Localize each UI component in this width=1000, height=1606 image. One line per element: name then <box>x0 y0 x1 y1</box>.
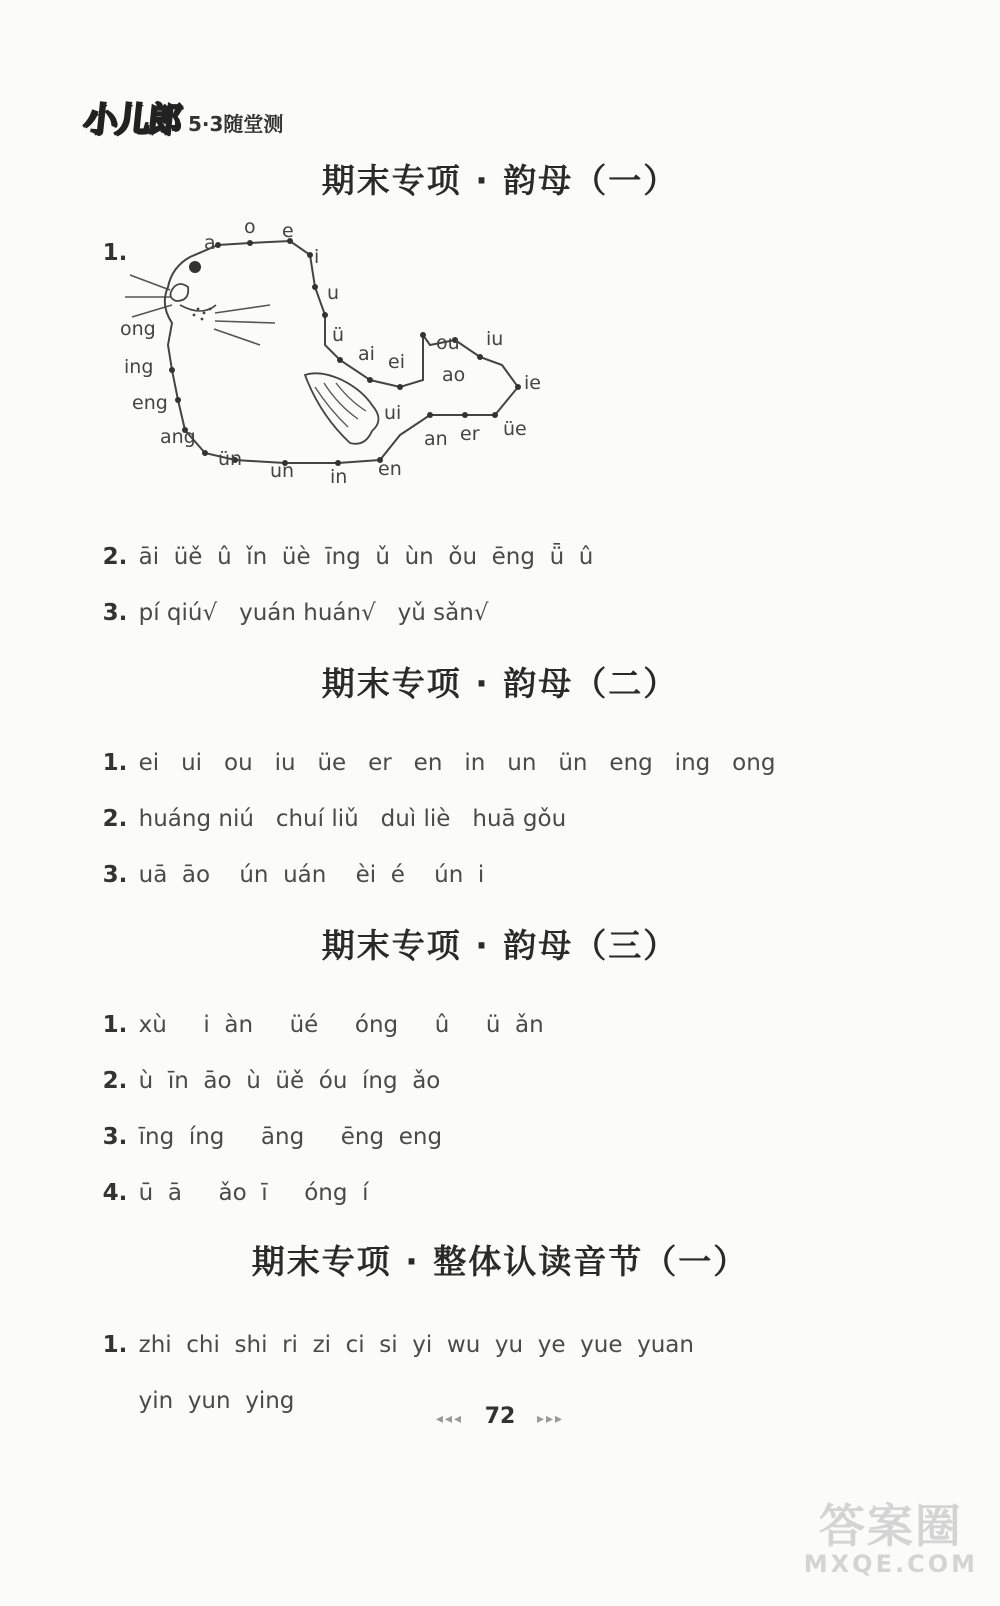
answer-line <box>88 724 775 776</box>
answer-text: huáng niú chuí liǔ duì liè huā gǒu <box>138 806 567 832</box>
dot-label: ü <box>332 324 345 346</box>
answer-text: xù i àn üé óng û ü ǎn <box>138 1012 544 1038</box>
watermark <box>804 1490 978 1578</box>
dot-label: ao <box>442 364 466 386</box>
brand-header <box>81 92 284 141</box>
dot-label: ai <box>358 343 375 365</box>
q-num: 1. <box>102 1332 128 1358</box>
answer-text: ei ui ou iu üe er en in un ün eng ing ong <box>138 750 776 776</box>
answer-line <box>88 1042 440 1094</box>
answer-text: zhi chi shi ri zi ci si yi wu yu ye yue yuan <box>138 1332 694 1358</box>
answer-line <box>88 1098 442 1150</box>
brand-logo: 小儿郎 <box>81 100 182 140</box>
answer-line <box>88 986 544 1038</box>
answer-line <box>88 836 484 888</box>
q-num: 3. <box>102 862 128 888</box>
dot-label: un <box>270 460 295 482</box>
dot-label: ün <box>218 448 243 470</box>
dot-label: i <box>314 246 320 268</box>
answer-line <box>88 1154 368 1206</box>
watermark-url: MXQE.COM <box>803 1550 978 1578</box>
q-num: 4. <box>102 1180 128 1206</box>
dot-label: en <box>378 458 402 480</box>
answer-line <box>88 518 593 570</box>
dot-label: o <box>244 216 256 238</box>
answer-text: āi üě û ǐn üè īng ǔ ùn ǒu ēng ǖ û <box>138 544 594 570</box>
q-num: 2. <box>102 544 128 570</box>
page-number <box>0 1404 1000 1429</box>
answer-text: ù īn āo ù üě óu íng ǎo <box>138 1068 441 1094</box>
dot-label: ui <box>384 402 402 424</box>
q-num: 2. <box>102 806 128 832</box>
section-title-1: 期末专项 · 韵母（一） <box>321 161 679 200</box>
dot-label: iu <box>486 328 504 350</box>
dot-label: ong <box>120 318 156 340</box>
watermark-text: 答案圈 <box>818 1499 963 1553</box>
dot-label: an <box>424 428 448 450</box>
q-num: 1. <box>102 750 128 776</box>
answer-line <box>88 780 566 832</box>
dot-label: e <box>282 220 294 242</box>
brand-subtitle: 5·3随堂测 <box>188 112 284 136</box>
page-number-text: 72 <box>484 1404 516 1429</box>
dot-label: ie <box>524 372 541 394</box>
answer-line <box>88 1306 694 1358</box>
dot-label: ou <box>436 332 460 354</box>
dot-label: üe <box>503 418 527 440</box>
q-num: 2. <box>102 1068 128 1094</box>
q-num: 1. <box>102 1012 128 1038</box>
dot-label: er <box>460 423 480 445</box>
answer-text: yin yun ying <box>138 1388 295 1414</box>
dot-label: ing <box>124 356 154 378</box>
answer-line <box>88 574 488 626</box>
right-arrows-icon: ▸▸▸ <box>536 1411 565 1427</box>
answer-text: uā āo ún uán èi é ún i <box>138 862 485 888</box>
seal-flipper <box>305 373 379 443</box>
left-arrows-icon: ◂◂◂ <box>435 1411 464 1427</box>
answer-text: pí qiú√ yuán huán√ yǔ sǎn√ <box>138 600 489 626</box>
section-title-3: 期末专项 · 韵母（三） <box>321 926 679 965</box>
q-num: 1. <box>102 240 128 266</box>
dot-label: eng <box>132 392 168 414</box>
seal-illustration <box>110 205 570 495</box>
dot-label: ang <box>160 426 196 448</box>
answer-text: īng íng āng ēng eng <box>138 1124 443 1150</box>
dot-label: in <box>330 466 348 488</box>
dot-label: a <box>204 232 216 254</box>
section-title-4: 期末专项 · 整体认读音节（一） <box>251 1242 749 1281</box>
answer-text: ū ā ǎo ī óng í <box>138 1180 369 1206</box>
section-title-2: 期末专项 · 韵母（二） <box>321 664 679 703</box>
q-num: 3. <box>102 600 128 626</box>
dot-label: ei <box>388 351 405 373</box>
dot-label: u <box>327 282 340 304</box>
q-num: 3. <box>102 1124 128 1150</box>
seal-eye <box>189 261 201 273</box>
